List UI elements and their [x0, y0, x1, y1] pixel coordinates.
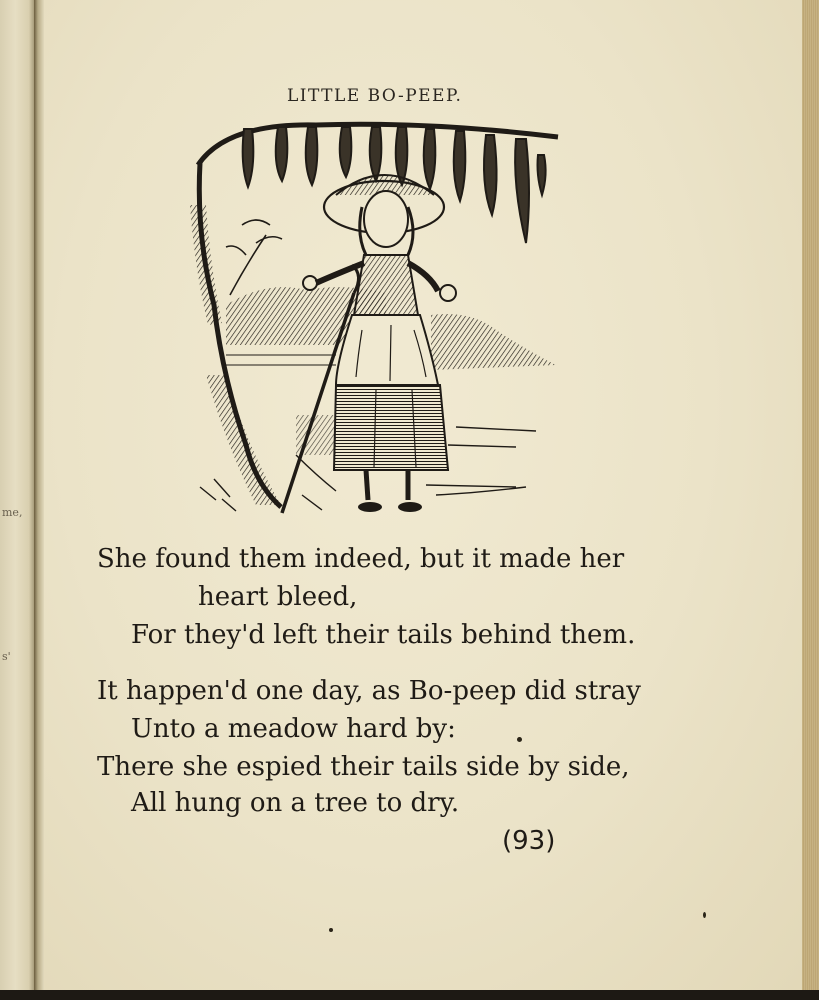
stanza-1-line-2: heart bleed, — [198, 582, 358, 612]
stanza-1-line-1: She found them indeed, but it made her — [97, 544, 625, 574]
book-gutter — [34, 0, 44, 992]
running-head: LITTLE BO-PEEP. — [287, 86, 463, 106]
ink-speck — [329, 928, 333, 932]
stanza-2-line-3: There she espied their tails side by side, — [97, 752, 630, 782]
facing-page-fragment-2: s' — [2, 650, 11, 663]
bo-peep-engraving-icon — [186, 115, 562, 525]
facing-page-fragment-1: me, — [2, 506, 23, 519]
ink-speck — [703, 912, 706, 918]
stanza-2-line-2: Unto a meadow hard by: — [131, 714, 456, 744]
page-block-edge — [802, 0, 819, 992]
stanza-2-line-4: All hung on a tree to dry. — [131, 788, 460, 818]
stanza-2-line-1: It happen'd one day, as Bo-peep did stray — [97, 676, 641, 706]
scan-bottom-border — [0, 990, 819, 1000]
page-number: (93) — [502, 826, 556, 856]
stanza-1-line-3: For they'd left their tails behind them. — [131, 620, 636, 650]
facing-page-edge — [0, 0, 34, 992]
ink-speck — [517, 737, 522, 742]
